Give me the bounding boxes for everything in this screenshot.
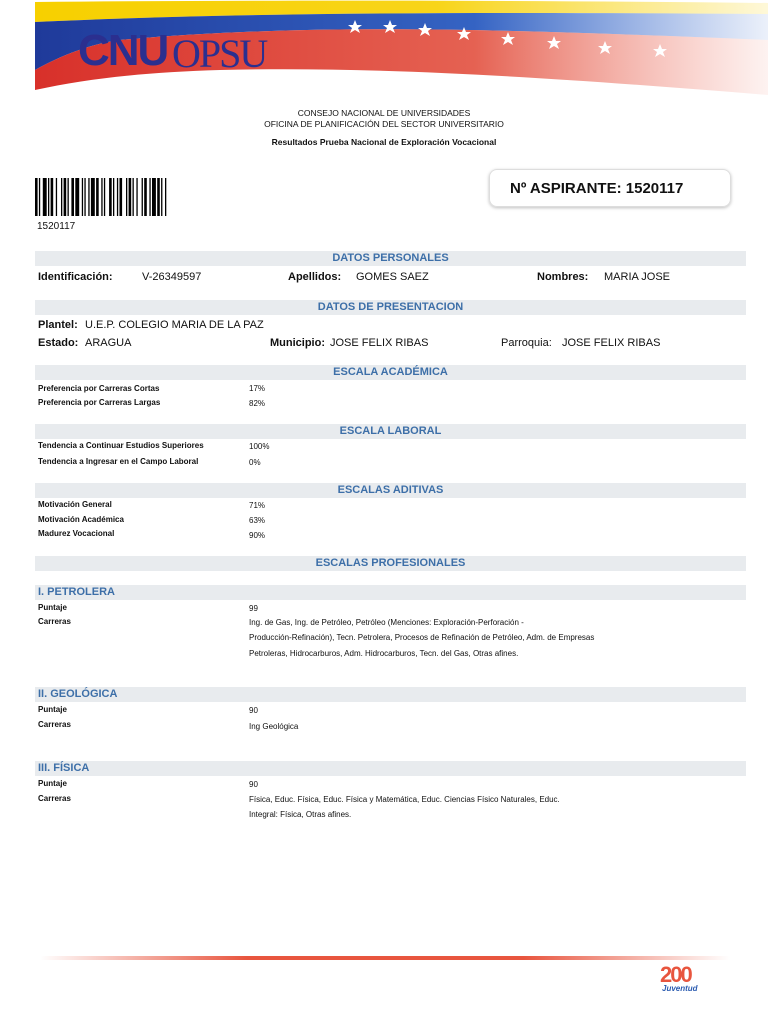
nombres-value: MARIA JOSE xyxy=(604,271,671,283)
aspirante-number-box xyxy=(489,169,731,207)
plantel-value: U.E.P. COLEGIO MARIA DE LA PAZ xyxy=(85,319,264,331)
estado-label: Estado: xyxy=(38,337,79,349)
academica-row-1-value: 17% xyxy=(249,384,266,393)
aditivas-row-2-value: 63% xyxy=(249,516,266,525)
apellidos-value: GOMES SAEZ xyxy=(356,271,429,283)
nombres-label: Nombres: xyxy=(537,271,589,283)
geologica-carreras-label: Carreras xyxy=(38,720,71,729)
laboral-row-1-value: 100% xyxy=(249,442,270,451)
academica-row-2-value: 82% xyxy=(249,399,266,408)
header-line-3: Resultados Prueba Nacional de Exploración Vocacional xyxy=(271,137,497,147)
identificacion-value: V-26349597 xyxy=(142,271,202,283)
header-line-1: CONSEJO NACIONAL DE UNIVERSIDADES xyxy=(297,108,471,118)
fisica-puntaje-value: 90 xyxy=(249,780,258,789)
aditivas-row-3-label: Madurez Vocacional xyxy=(38,529,115,538)
parroquia-value: JOSE FELIX RIBAS xyxy=(562,337,661,349)
aditivas-row-1-value: 71% xyxy=(249,501,266,510)
aditivas-row-2-label: Motivación Académica xyxy=(38,515,124,524)
juventud-logo-number: 200 xyxy=(660,962,691,987)
plantel-label: Plantel: xyxy=(38,319,78,331)
fisica-carreras-label: Carreras xyxy=(38,794,71,803)
header-line-2: OFICINA DE PLANIFICACIÓN DEL SECTOR UNIVERSITARIO xyxy=(264,119,504,129)
fisica-carreras-line-2: Integral: Física, Otras afines. xyxy=(249,810,352,819)
geologica-puntaje-value: 90 xyxy=(249,706,258,715)
barcode xyxy=(35,178,207,216)
laboral-row-1-label: Tendencia a Continuar Estudios Superiores xyxy=(38,441,204,450)
section-datos-presentacion: DATOS DE PRESENTACION xyxy=(35,300,746,315)
barcode-number: 1520117 xyxy=(37,221,76,232)
petrolera-carreras-line-2: Producción-Refinación), Tecn. Petrolera, Procesos de Refinación de Petróleo, Adm. de Empresas xyxy=(249,633,595,642)
profesional-petrolera-title: I. PETROLERA xyxy=(35,585,746,600)
footer-divider xyxy=(40,956,730,960)
aditivas-row-1-label: Motivación General xyxy=(38,500,112,509)
identificacion-label: Identificación: xyxy=(38,271,113,283)
cnu-logo: CNU xyxy=(78,26,168,75)
academica-row-2-label: Preferencia por Carreras Largas xyxy=(38,398,161,407)
petrolera-carreras-line-3: Petroleras, Hidrocarburos, Adm. Hidrocarburos, Tecn. del Gas, Otras afines. xyxy=(249,649,519,658)
geologica-carreras-line-1: Ing Geológica xyxy=(249,722,299,731)
apellidos-label: Apellidos: xyxy=(288,271,342,283)
petrolera-puntaje-label: Puntaje xyxy=(38,603,67,612)
estado-value: ARAGUA xyxy=(85,337,132,349)
aspirante-number: Nº ASPIRANTE: 1520117 xyxy=(510,179,684,197)
profesional-geologica-title: II. GEOLÓGICA xyxy=(35,687,746,702)
juventud-logo-text: Juventud xyxy=(662,984,698,993)
academica-row-1-label: Preferencia por Carreras Cortas xyxy=(38,384,160,393)
section-escalas-profesionales: ESCALAS PROFESIONALES xyxy=(35,556,746,571)
municipio-label: Municipio: xyxy=(270,337,325,349)
municipio-value: JOSE FELIX RIBAS xyxy=(330,337,429,349)
petrolera-puntaje-value: 99 xyxy=(249,604,258,613)
section-datos-personales: DATOS PERSONALES xyxy=(35,251,746,266)
petrolera-carreras-line-1: Ing. de Gas, Ing. de Petróleo, Petróleo (Menciones: Exploración-Perforación - xyxy=(249,618,524,627)
fisica-carreras-line-1: Física, Educ. Física, Educ. Física y Matemática, Educ. Ciencias Físico Naturales, Educ. xyxy=(249,795,560,804)
profesional-fisica-title: III. FÍSICA xyxy=(35,761,746,776)
section-escala-laboral: ESCALA LABORAL xyxy=(35,424,746,439)
aditivas-row-3-value: 90% xyxy=(249,531,266,540)
fisica-puntaje-label: Puntaje xyxy=(38,779,67,788)
parroquia-label: Parroquia: xyxy=(501,337,552,349)
juventud-logo xyxy=(656,960,708,1000)
section-escalas-aditivas: ESCALAS ADITIVAS xyxy=(35,483,746,498)
laboral-row-2-value: 0% xyxy=(249,458,261,467)
laboral-row-2-label: Tendencia a Ingresar en el Campo Laboral xyxy=(38,457,199,466)
petrolera-carreras-label: Carreras xyxy=(38,617,71,626)
section-escala-academica: ESCALA ACADÉMICA xyxy=(35,365,746,380)
opsu-logo: OPSU xyxy=(172,31,267,76)
geologica-puntaje-label: Puntaje xyxy=(38,705,67,714)
